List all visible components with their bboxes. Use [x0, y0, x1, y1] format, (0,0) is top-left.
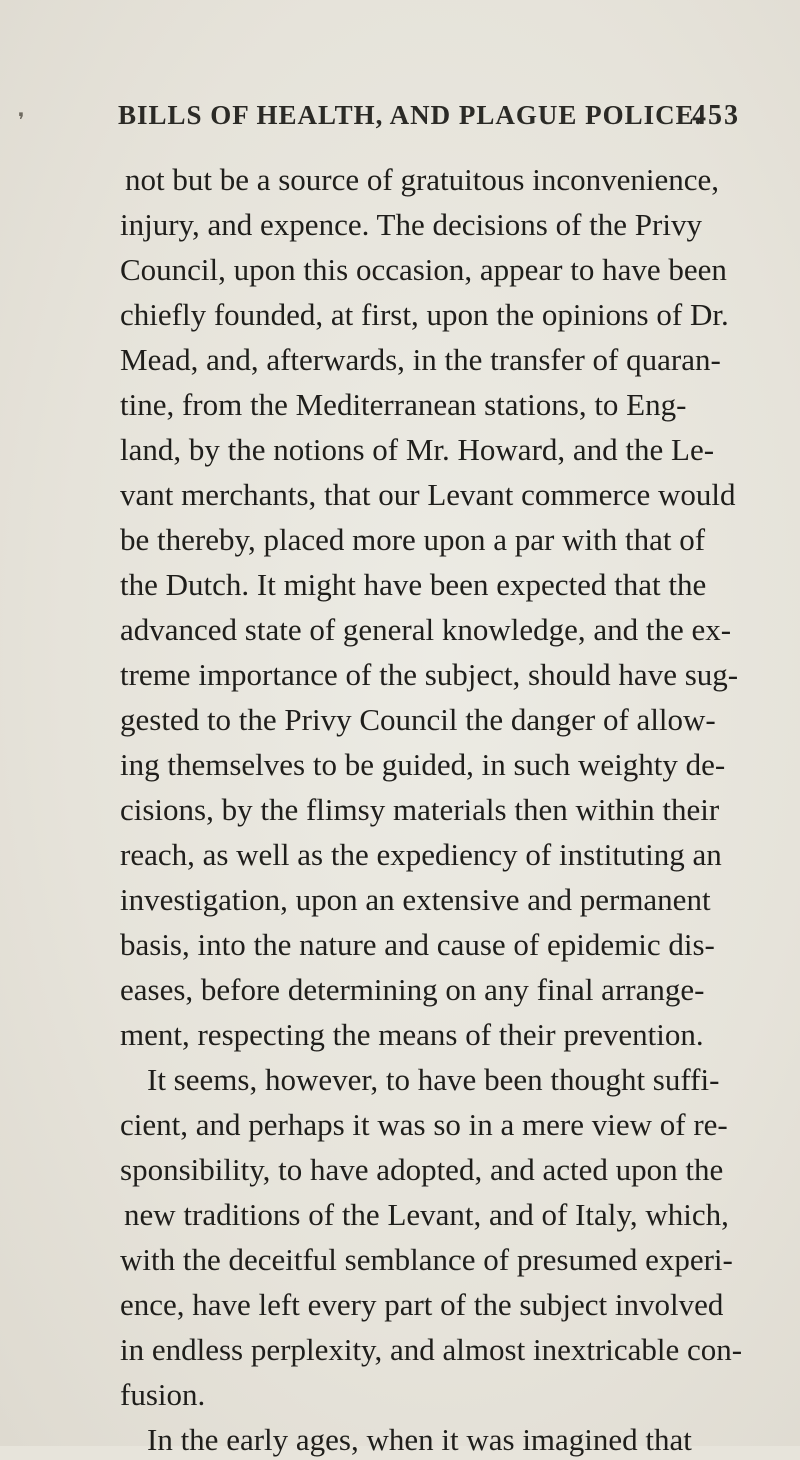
text-line: treme importance of the subject, should have sug- — [120, 657, 739, 692]
text-line: with the deceitful semblance of presumed experi- — [120, 1242, 733, 1277]
text-line: Mead, and, afterwards, in the transfer of quaran- — [120, 342, 721, 377]
text-line: the Dutch. It might have been expected that the — [120, 567, 707, 602]
text-line: ence, have left every part of the subject involved — [120, 1287, 724, 1322]
text-line: Council, upon this occasion, appear to have been — [120, 252, 727, 287]
page-edge-mark: ❜ — [18, 110, 25, 132]
text-line: investigation, upon an extensive and permanent — [120, 882, 711, 917]
text-line: advanced state of general knowledge, and the ex- — [120, 612, 732, 647]
text-line: injury, and expence. The decisions of the Privy — [120, 207, 702, 242]
running-head — [118, 100, 758, 140]
text-line: vant merchants, that our Levant commerce would — [120, 477, 736, 512]
running-head-title: BILLS OF HEALTH, AND PLAGUE POLICE. — [118, 100, 703, 130]
page-number: 453 — [692, 100, 740, 131]
text-line: land, by the notions of Mr. Howard, and the Le- — [120, 432, 715, 467]
text-line: fusion. — [120, 1377, 206, 1412]
text-line: ing themselves to be guided, in such weighty de- — [120, 747, 726, 782]
text-line: sponsibility, to have adopted, and acted upon the — [120, 1152, 724, 1187]
text-line: In the early ages, when it was imagined that — [147, 1422, 692, 1457]
text-line: ment, respecting the means of their prevention. — [120, 1017, 704, 1052]
text-line: basis, into the nature and cause of epidemic dis- — [120, 927, 715, 962]
text-line: cisions, by the flimsy materials then within their — [120, 792, 720, 827]
text-line: chiefly founded, at first, upon the opinions of Dr. — [120, 297, 729, 332]
text-line: in endless perplexity, and almost inextricable con- — [120, 1332, 743, 1367]
text-line: not but be a source of gratuitous inconvenience, — [125, 162, 719, 197]
text-line: new traditions of the Levant, and of Italy, which, — [124, 1197, 729, 1232]
text-line: It seems, however, to have been thought suffi- — [147, 1062, 720, 1097]
text-line: reach, as well as the expediency of instituting an — [120, 837, 722, 872]
text-line: tine, from the Mediterranean stations, to Eng- — [120, 387, 687, 422]
text-line: eases, before determining on any final arrange- — [120, 972, 705, 1007]
text-line: gested to the Privy Council the danger of allow- — [120, 702, 716, 737]
text-line: cient, and perhaps it was so in a mere view of re- — [120, 1107, 728, 1142]
text-line: be thereby, placed more upon a par with that of — [120, 522, 706, 557]
